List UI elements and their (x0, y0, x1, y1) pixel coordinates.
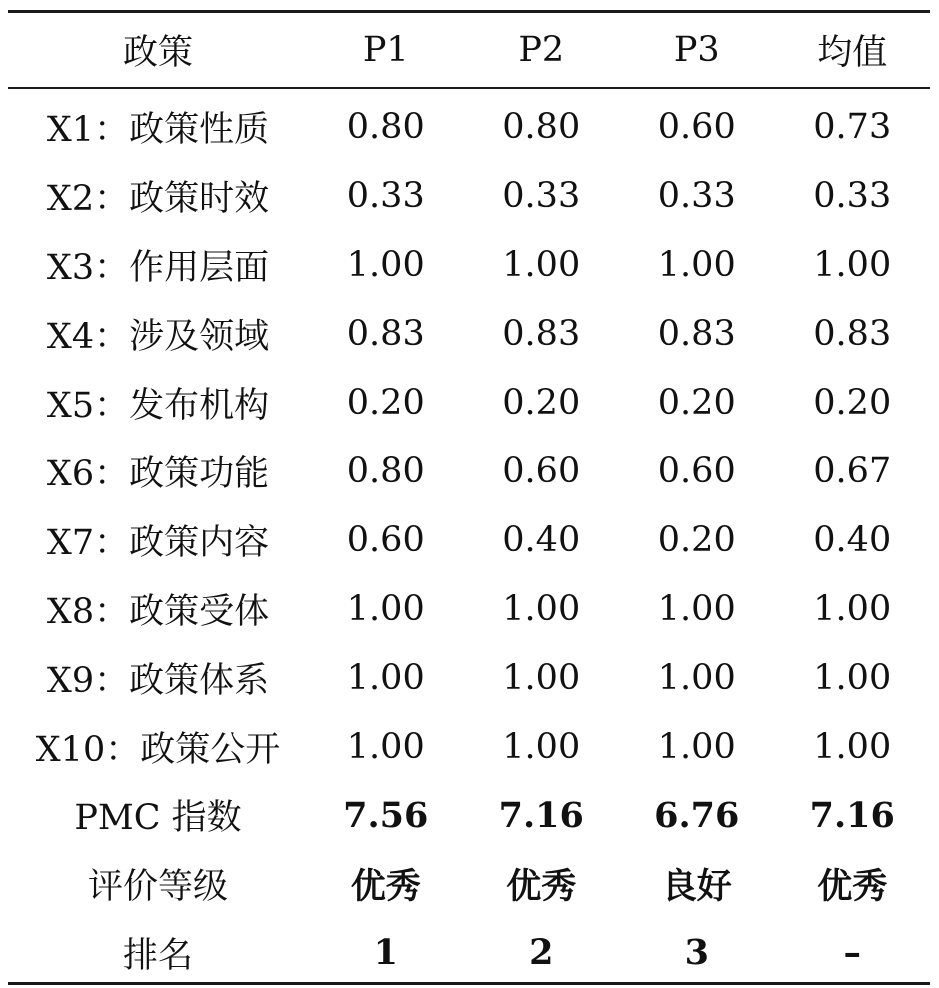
row-label: X5：发布机构 (46, 385, 270, 426)
cell-mean: 0.20 (813, 382, 892, 423)
row-label: 排名 (122, 935, 193, 976)
cell-p3: 0.60 (657, 451, 736, 492)
cell-p1: 0.33 (346, 176, 425, 217)
row-label: X2：政策时效 (46, 179, 270, 220)
cell-mean: 0.40 (813, 520, 892, 561)
table-row (8, 231, 930, 300)
cell-p1: 0.80 (346, 107, 425, 148)
cell-p3: 良好 (661, 866, 732, 908)
table-bottom-rule (8, 982, 930, 985)
table-row (8, 368, 930, 437)
header-policy: 政策 (122, 33, 193, 73)
cell-p3: 0.20 (657, 382, 736, 423)
header-p2: P2 (518, 30, 565, 70)
row-label: X8：政策受体 (46, 591, 270, 632)
row-label: X9：政策体系 (46, 660, 270, 701)
cell-p1: 1.00 (346, 588, 425, 629)
cell-mean: 0.73 (813, 107, 892, 148)
cell-p2: 0.83 (502, 313, 581, 354)
cell-mean: 0.83 (813, 313, 892, 354)
row-label: X3：作用层面 (46, 247, 270, 288)
table-row (8, 643, 930, 712)
table-row (8, 299, 930, 368)
table-row (8, 437, 930, 506)
cell-p3: 0.60 (657, 107, 736, 148)
cell-p2: 0.33 (502, 176, 581, 217)
table-row (8, 506, 930, 575)
cell-p1: 0.83 (346, 313, 425, 354)
cell-p3: 0.33 (657, 176, 736, 217)
table-row (8, 575, 930, 644)
cell-p3: 3 (684, 932, 709, 974)
row-label: X10：政策公开 (35, 729, 281, 770)
cell-p3: 6.76 (654, 794, 740, 836)
cell-p1: 1 (373, 932, 398, 974)
cell-p1: 1.00 (346, 657, 425, 698)
row-label: X4：涉及领域 (46, 316, 270, 357)
header-mean: 均值 (817, 33, 888, 73)
cell-p3: 1.00 (657, 244, 736, 285)
row-label: X6：政策功能 (46, 454, 270, 495)
cell-p2: 1.00 (502, 657, 581, 698)
cell-p2: 1.00 (502, 244, 581, 285)
cell-p2: 优秀 (506, 866, 577, 908)
cell-p1: 7.56 (343, 794, 429, 836)
cell-p1: 0.80 (346, 451, 425, 492)
cell-mean: 优秀 (817, 866, 888, 908)
cell-p3: 0.83 (657, 313, 736, 354)
cell-mean: 1.00 (813, 726, 892, 767)
pmc-evaluation-table (8, 13, 930, 87)
cell-mean: 7.16 (809, 794, 895, 836)
row-label: X1：政策性质 (46, 110, 270, 151)
cell-p1: 0.60 (346, 520, 425, 561)
table-row (8, 162, 930, 231)
cell-p2: 0.20 (502, 382, 581, 423)
pmc-evaluation-table-container (8, 10, 930, 987)
cell-mean: 0.67 (813, 451, 892, 492)
table-row-pmc-index (8, 781, 930, 850)
table-row (8, 712, 930, 781)
cell-p2: 0.40 (502, 520, 581, 561)
cell-p3: 1.00 (657, 657, 736, 698)
cell-p2: 0.60 (502, 451, 581, 492)
table-row (8, 89, 930, 162)
header-row (8, 13, 930, 87)
table-row-rank (8, 919, 930, 988)
cell-mean: 1.00 (813, 588, 892, 629)
cell-p3: 1.00 (657, 726, 736, 767)
table-row-rating (8, 850, 930, 919)
cell-mean: – (843, 932, 861, 974)
cell-p2: 0.80 (502, 107, 581, 148)
cell-p1: 0.20 (346, 382, 425, 423)
cell-p1: 1.00 (346, 244, 425, 285)
cell-p2: 1.00 (502, 726, 581, 767)
pmc-evaluation-table-body (8, 89, 930, 987)
row-label: X7：政策内容 (46, 523, 270, 564)
cell-p2: 7.16 (498, 794, 584, 836)
cell-p1: 优秀 (350, 866, 421, 908)
cell-p3: 1.00 (657, 588, 736, 629)
cell-p2: 2 (529, 932, 554, 974)
cell-p3: 0.20 (657, 520, 736, 561)
cell-mean: 0.33 (813, 176, 892, 217)
row-label: 评价等级 (87, 867, 228, 908)
row-label: PMC 指数 (74, 798, 242, 839)
cell-p2: 1.00 (502, 588, 581, 629)
cell-mean: 1.00 (813, 657, 892, 698)
header-p3: P3 (673, 30, 720, 70)
header-p1: P1 (362, 30, 409, 70)
cell-p1: 1.00 (346, 726, 425, 767)
cell-mean: 1.00 (813, 244, 892, 285)
